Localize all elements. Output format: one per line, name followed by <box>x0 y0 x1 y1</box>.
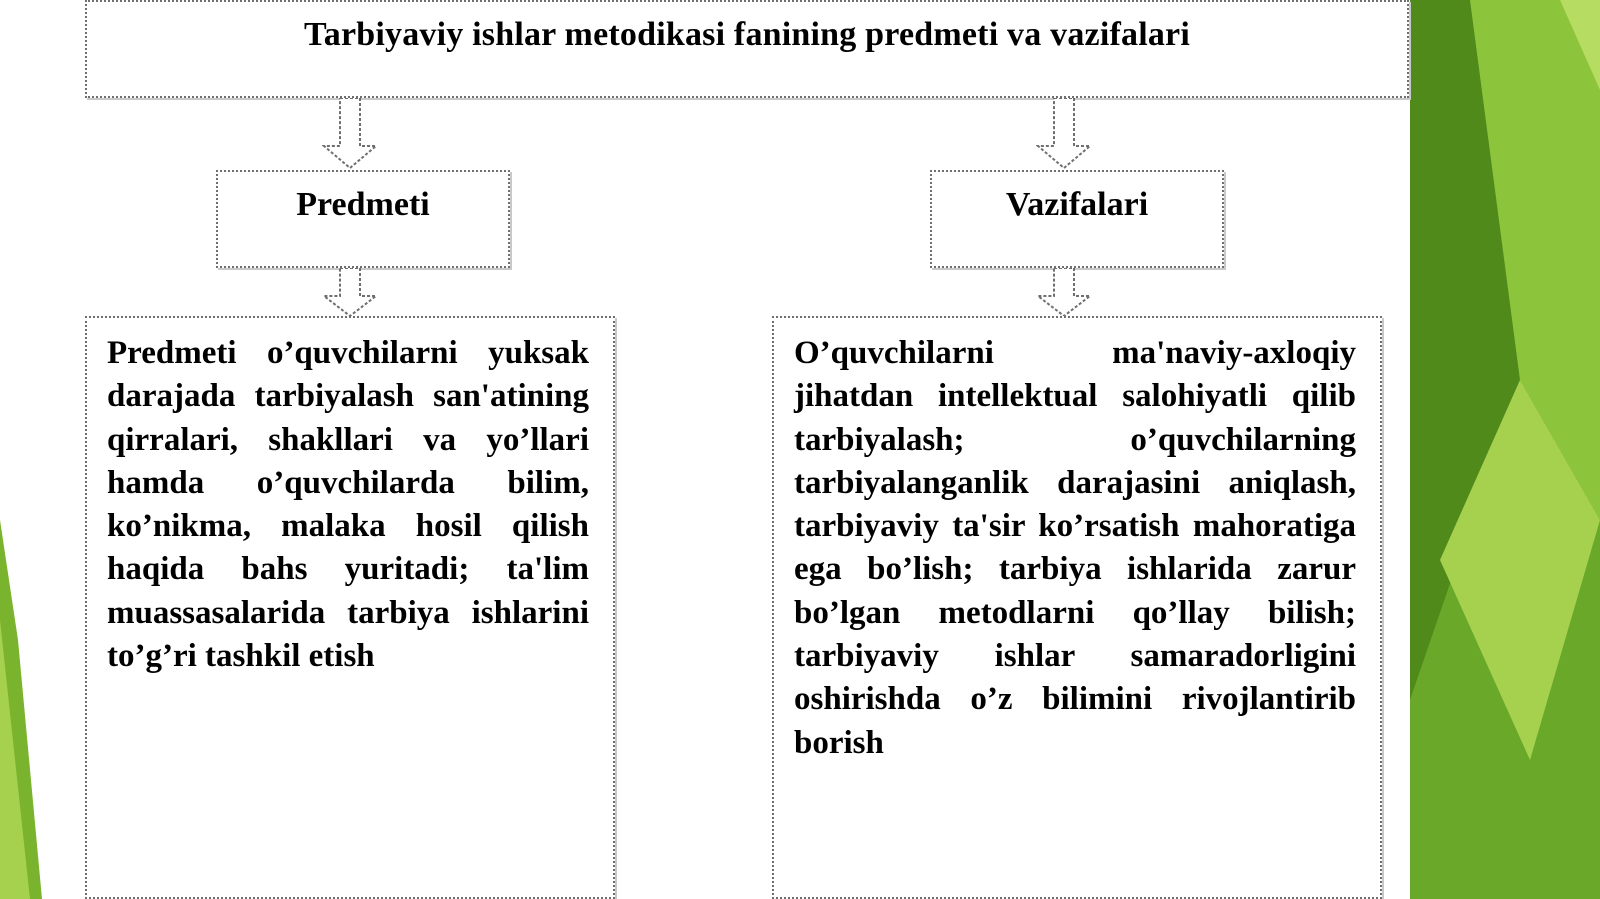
vazifalari-description: O’quvchilarni ma'naviy-axloqiy jihatdan intellektual salohiyatli qilib tarbiyalash; o’quvchilarning tarbiyalanganlik darajasini aniqlash, tarbiyaviy ta'sir ko’rsatish mahoratiga ega bo’lish; tarbiya ishlarida zarur bo’lgan metodlarni qo’llay bilish; tarbiyaviy ishlar samaradorligini oshirishda o’z bilimini rivojlantirib borish <box>794 335 1356 761</box>
arrow-down-icon <box>322 268 378 318</box>
vazifalari-heading-box <box>930 170 1224 268</box>
vazifalari-heading: Vazifalari <box>1005 186 1149 223</box>
arrow-down-icon <box>1036 268 1092 318</box>
predmeti-heading-box <box>216 170 510 268</box>
arrow-down-icon <box>1036 98 1092 170</box>
diagram-title: Tarbiyaviy ishlar metodikasi fanining predmeti va vazifalari <box>304 16 1190 53</box>
arrow-down-icon <box>322 98 378 170</box>
title-box <box>85 0 1409 98</box>
predmeti-content-box <box>85 316 615 899</box>
predmeti-heading: Predmeti <box>296 186 430 223</box>
vazifalari-content-box <box>772 316 1382 899</box>
predmeti-description: Predmeti o’quvchilarni yuksak darajada tarbiyalash san'atining qirralari, shakllari va yo’llari hamda o’quvchilarda bilim, ko’nikma, malaka hosil qilish haqida bahs yuritadi; ta'lim muassasalarida tarbiya ishlarini to’g’ri tashkil etish <box>107 335 589 675</box>
